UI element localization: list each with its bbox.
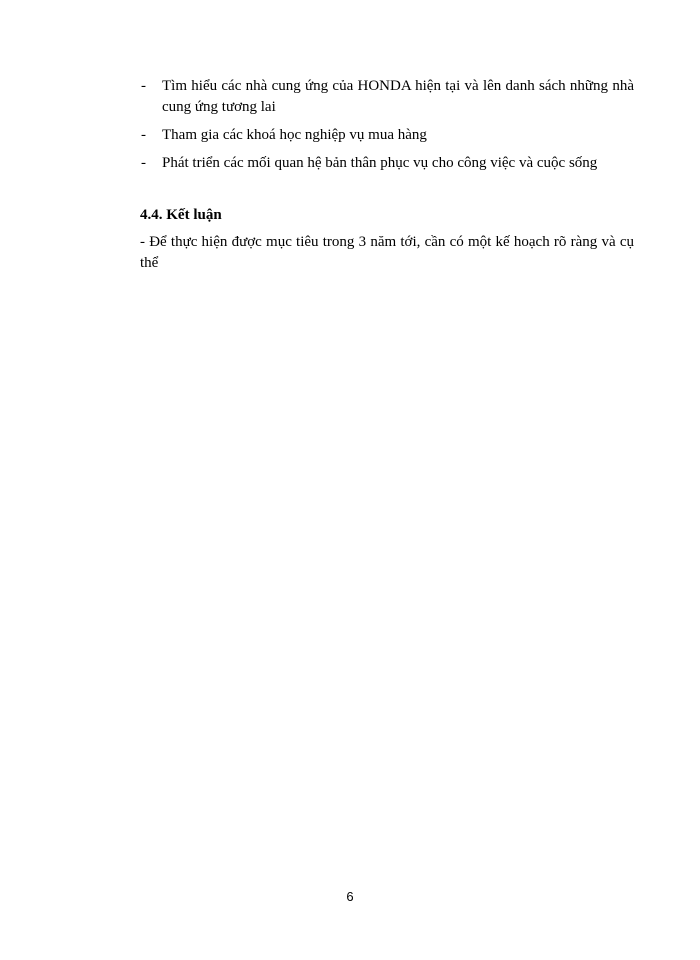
bullet-text: Tham gia các khoá học nghiệp vụ mua hàng <box>162 127 427 143</box>
page-number: 6 <box>346 889 354 904</box>
bullet-item <box>140 76 634 118</box>
section-heading: 4.4. Kết luận <box>140 207 222 223</box>
bullet-item <box>140 153 634 174</box>
bullet-marker: - <box>141 155 146 171</box>
bullet-item <box>140 125 634 146</box>
bullet-text: Tìm hiểu các nhà cung ứng của HONDA hiện tại và lên danh sách những nhà cung ứng tương lai <box>162 78 634 115</box>
bullet-marker: - <box>141 78 146 94</box>
bullet-list <box>140 76 634 181</box>
bullet-marker: - <box>141 127 146 143</box>
bullet-text: Phát triển các mối quan hệ bản thân phục vụ cho công việc và cuộc sống <box>162 155 598 171</box>
conclusion-paragraph: - Để thực hiện được mục tiêu trong 3 năm tới, cần có một kế hoạch rõ ràng và cụ thể <box>140 234 634 271</box>
